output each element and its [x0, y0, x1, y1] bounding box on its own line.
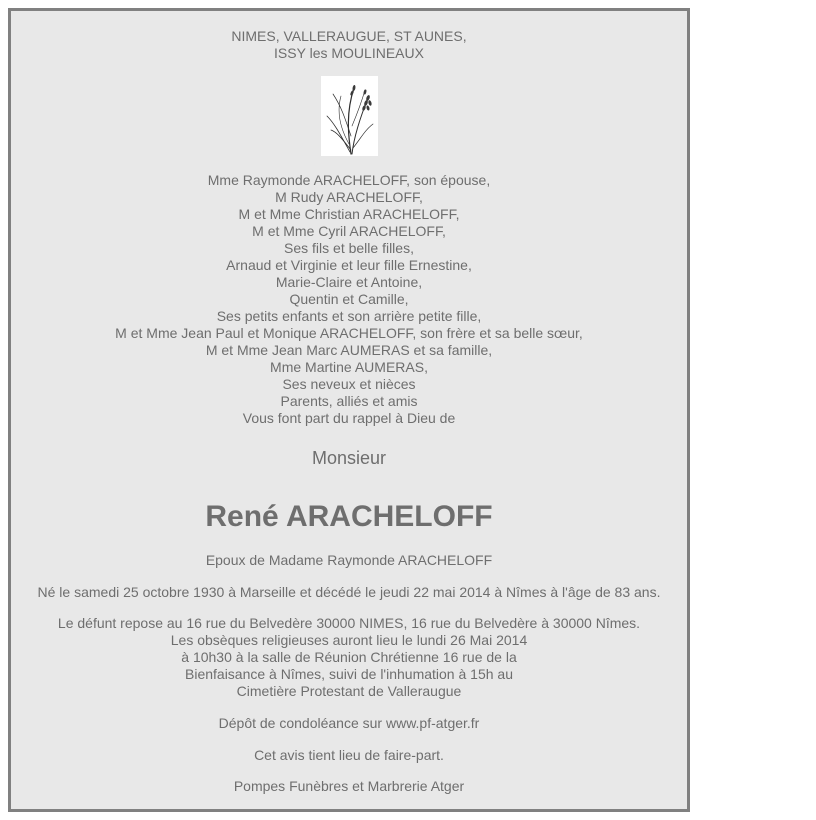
funeral-details [11, 615, 687, 700]
family-line: Ses petits enfants et son arrière petite fille, [216, 308, 482, 324]
funeral-line: Le défunt repose au 16 rue du Belvedère 30000 NIMES, 16 rue du Belvedère à 30000 Nîmes. [57, 615, 641, 631]
family-line: M Rudy ARACHELOFF, [275, 189, 423, 205]
family-line: Ses fils et belle filles, [284, 240, 414, 256]
family-line: Vous font part du rappel à Dieu de [242, 410, 456, 426]
spouse-line: Epoux de Madame Raymonde ARACHELOFF [205, 552, 493, 568]
locations-line: ISSY les MOULINEAUX [274, 45, 424, 61]
family-line: M et Mme Cyril ARACHELOFF, [252, 223, 446, 239]
wheat-stalk-icon [321, 76, 378, 156]
funeral-line: à 10h30 à la salle de Réunion Chrétienne 16 rue de la [181, 649, 517, 665]
family-line: Marie-Claire et Antoine, [275, 274, 423, 290]
family-line: Parents, alliés et amis [280, 393, 418, 409]
obituary-notice [8, 8, 690, 812]
family-line: M et Mme Jean Paul et Monique ARACHELOFF, son frère et sa belle sœur, [115, 325, 583, 341]
funeral-line: Cimetière Protestant de Valleraugue [236, 683, 462, 699]
honorific-title: Monsieur [311, 448, 387, 468]
family-line: Mme Martine AUMERAS, [270, 359, 428, 375]
family-line: Ses neveux et nièces [282, 376, 416, 392]
locations-header [11, 28, 687, 62]
locations-line: NIMES, VALLERAUGUE, ST AUNES, [231, 28, 467, 44]
family-line: M et Mme Jean Marc AUMERAS et sa famille, [205, 342, 493, 358]
deceased-name: René ARACHELOFF [205, 500, 493, 533]
family-line: M et Mme Christian ARACHELOFF, [238, 206, 460, 222]
family-line: Mme Raymonde ARACHELOFF, son épouse, [207, 172, 491, 188]
birth-death-line: Né le samedi 25 octobre 1930 à Marseille et décédé le jeudi 22 mai 2014 à Nîmes à l'âge de 83 ans. [37, 584, 661, 600]
funeral-line: Les obsèques religieuses auront lieu le lundi 26 Mai 2014 [170, 632, 528, 648]
funeral-line: Bienfaisance à Nîmes, suivi de l'inhumation à 15h au [185, 666, 513, 682]
funeral-home-name: Pompes Funèbres et Marbrerie Atger [233, 778, 465, 794]
condolence-line: Dépôt de condoléance sur www.pf-atger.fr [218, 715, 480, 731]
faire-part-line: Cet avis tient lieu de faire-part. [254, 747, 444, 763]
family-line: Quentin et Camille, [289, 291, 409, 307]
family-list [11, 172, 687, 427]
family-line: Arnaud et Virginie et leur fille Ernestine, [226, 257, 472, 273]
